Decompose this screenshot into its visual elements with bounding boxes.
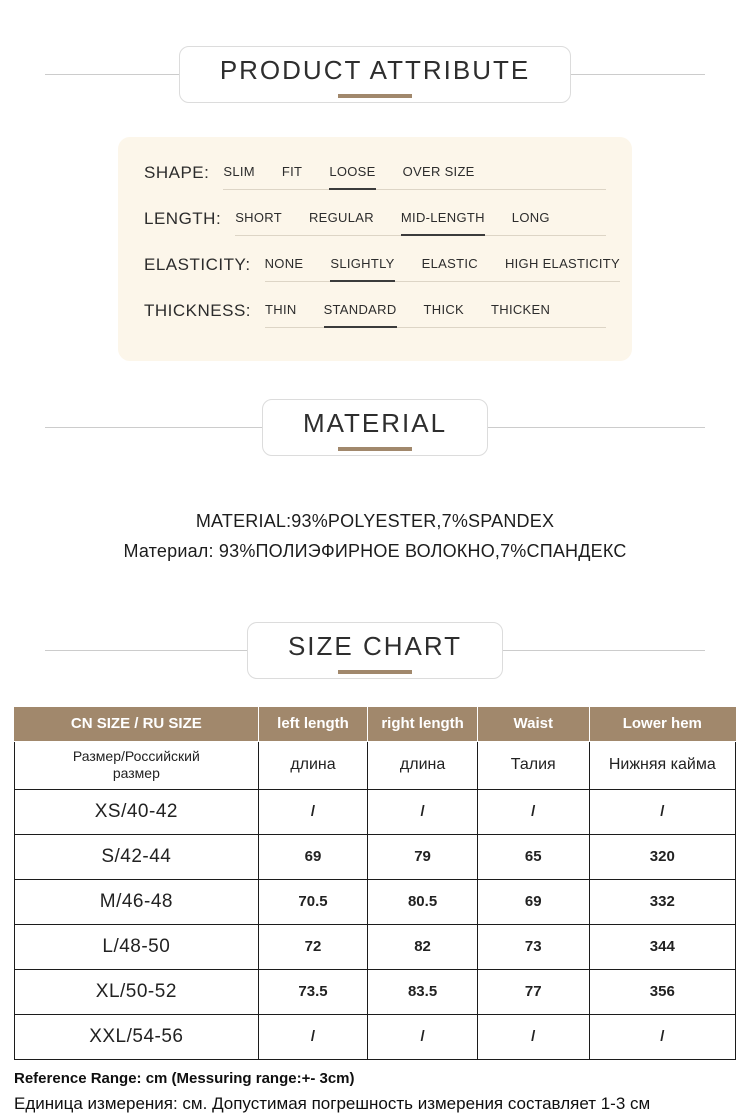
- title-accent-bar: [338, 670, 412, 674]
- measurement-notes: [12, 1070, 738, 1114]
- attribute-options: [223, 164, 606, 190]
- attribute-option: THICK: [423, 302, 465, 317]
- size-name-cell: XS/40-42: [15, 789, 259, 834]
- size-name-cell: XXL/54-56: [15, 1014, 259, 1059]
- table-row: [15, 969, 736, 1014]
- value-cell: 77: [477, 969, 589, 1014]
- size-chart-table: [14, 707, 736, 1060]
- attribute-option: HIGH ELASTICITY: [504, 256, 620, 271]
- value-cell: 70.5: [258, 879, 368, 924]
- attribute-option-selected: LOOSE: [329, 164, 375, 190]
- attribute-option: OVER SIZE: [402, 164, 475, 179]
- attribute-option: THIN: [265, 302, 297, 317]
- column-subheader-label: Размер/Российский размер: [72, 748, 200, 781]
- size-chart-title: SIZE CHART: [287, 631, 463, 661]
- material-line-ru: Материал: 93%ПОЛИЭФИРНОЕ ВОЛОКНО,7%СПАНДЕКС: [123, 541, 627, 561]
- value-cell: /: [368, 1014, 478, 1059]
- divider-line-right: [571, 74, 705, 75]
- material-title-box: [262, 399, 488, 456]
- attribute-option: LONG: [511, 210, 550, 225]
- column-subheader: длина: [368, 741, 478, 789]
- column-subheader: Талия: [477, 741, 589, 789]
- value-cell: /: [589, 1014, 735, 1059]
- material-line-en: MATERIAL:93%POLYESTER,7%SPANDEX: [195, 511, 555, 531]
- column-header: CN SIZE / RU SIZE: [15, 707, 259, 741]
- reference-range-note: Reference Range: cm (Messuring range:+- 3cm): [14, 1069, 355, 1087]
- table-row: [15, 879, 736, 924]
- value-cell: /: [258, 789, 368, 834]
- column-header: left length: [258, 707, 368, 741]
- attribute-row-length: [144, 209, 606, 236]
- value-cell: /: [589, 789, 735, 834]
- material-header: [0, 399, 750, 456]
- size-name-cell: S/42-44: [15, 834, 259, 879]
- attribute-box: [118, 137, 632, 361]
- material-title: MATERIAL: [302, 408, 448, 438]
- column-header: Waist: [477, 707, 589, 741]
- value-cell: 80.5: [368, 879, 478, 924]
- attribute-option: NONE: [264, 256, 304, 271]
- attribute-option: SLIM: [223, 164, 255, 179]
- column-header: right length: [368, 707, 478, 741]
- table-row: [15, 834, 736, 879]
- value-cell: 332: [589, 879, 735, 924]
- attribute-row-shape: [144, 163, 606, 190]
- value-cell: /: [368, 789, 478, 834]
- divider-line-left: [45, 427, 262, 428]
- attribute-option: REGULAR: [308, 210, 374, 225]
- attribute-option: ELASTIC: [421, 256, 478, 271]
- value-cell: 73: [477, 924, 589, 969]
- value-cell: 356: [589, 969, 735, 1014]
- attribute-options: [265, 302, 606, 328]
- attribute-label: SHAPE:: [144, 163, 210, 182]
- value-cell: 79: [368, 834, 478, 879]
- table-row: [15, 924, 736, 969]
- table-subheader-row: [15, 741, 736, 789]
- value-cell: 83.5: [368, 969, 478, 1014]
- attribute-label: THICKNESS:: [144, 301, 252, 320]
- divider-line-right: [503, 650, 705, 651]
- attribute-option: THICKEN: [491, 302, 551, 317]
- column-subheader: Нижняя кайма: [589, 741, 735, 789]
- table-header-row: [15, 707, 736, 741]
- value-cell: /: [258, 1014, 368, 1059]
- attribute-options: [235, 210, 606, 236]
- value-cell: /: [477, 1014, 589, 1059]
- size-name-cell: XL/50-52: [15, 969, 259, 1014]
- product-attribute-title: PRODUCT ATTRIBUTE: [219, 55, 531, 85]
- value-cell: 69: [477, 879, 589, 924]
- value-cell: 69: [258, 834, 368, 879]
- value-cell: 73.5: [258, 969, 368, 1014]
- size-name-cell: M/46-48: [15, 879, 259, 924]
- product-attribute-header: [0, 46, 750, 103]
- divider-line-left: [45, 650, 247, 651]
- divider-line-right: [488, 427, 705, 428]
- product-detail-page: [0, 46, 750, 1114]
- column-subheader: [15, 741, 259, 789]
- size-chart-header: [0, 622, 750, 679]
- attribute-options: [265, 256, 620, 282]
- value-cell: 82: [368, 924, 478, 969]
- column-subheader: длина: [258, 741, 368, 789]
- title-accent-bar: [338, 94, 412, 98]
- size-name-cell: L/48-50: [15, 924, 259, 969]
- value-cell: 65: [477, 834, 589, 879]
- title-accent-bar: [338, 447, 412, 451]
- value-cell: 344: [589, 924, 735, 969]
- attribute-label: LENGTH:: [144, 209, 222, 228]
- attribute-option: SHORT: [235, 210, 282, 225]
- table-row: [15, 789, 736, 834]
- attribute-option-selected: MID-LENGTH: [401, 210, 485, 236]
- column-header: Lower hem: [589, 707, 735, 741]
- measurement-unit-note: Единица измерения: см. Допустимая погрешность измерения составляет 1-3 см: [14, 1093, 651, 1113]
- attribute-option-selected: SLIGHTLY: [330, 256, 394, 282]
- attribute-option: FIT: [281, 164, 303, 179]
- value-cell: 72: [258, 924, 368, 969]
- material-text: [0, 506, 750, 566]
- attribute-row-elasticity: [144, 255, 620, 282]
- attribute-label: ELASTICITY:: [144, 255, 251, 274]
- attribute-row-thickness: [144, 301, 606, 328]
- attribute-option-selected: STANDARD: [324, 302, 397, 328]
- divider-line-left: [45, 74, 179, 75]
- value-cell: 320: [589, 834, 735, 879]
- size-chart-title-box: [247, 622, 503, 679]
- value-cell: /: [477, 789, 589, 834]
- product-attribute-title-box: [179, 46, 571, 103]
- table-row: [15, 1014, 736, 1059]
